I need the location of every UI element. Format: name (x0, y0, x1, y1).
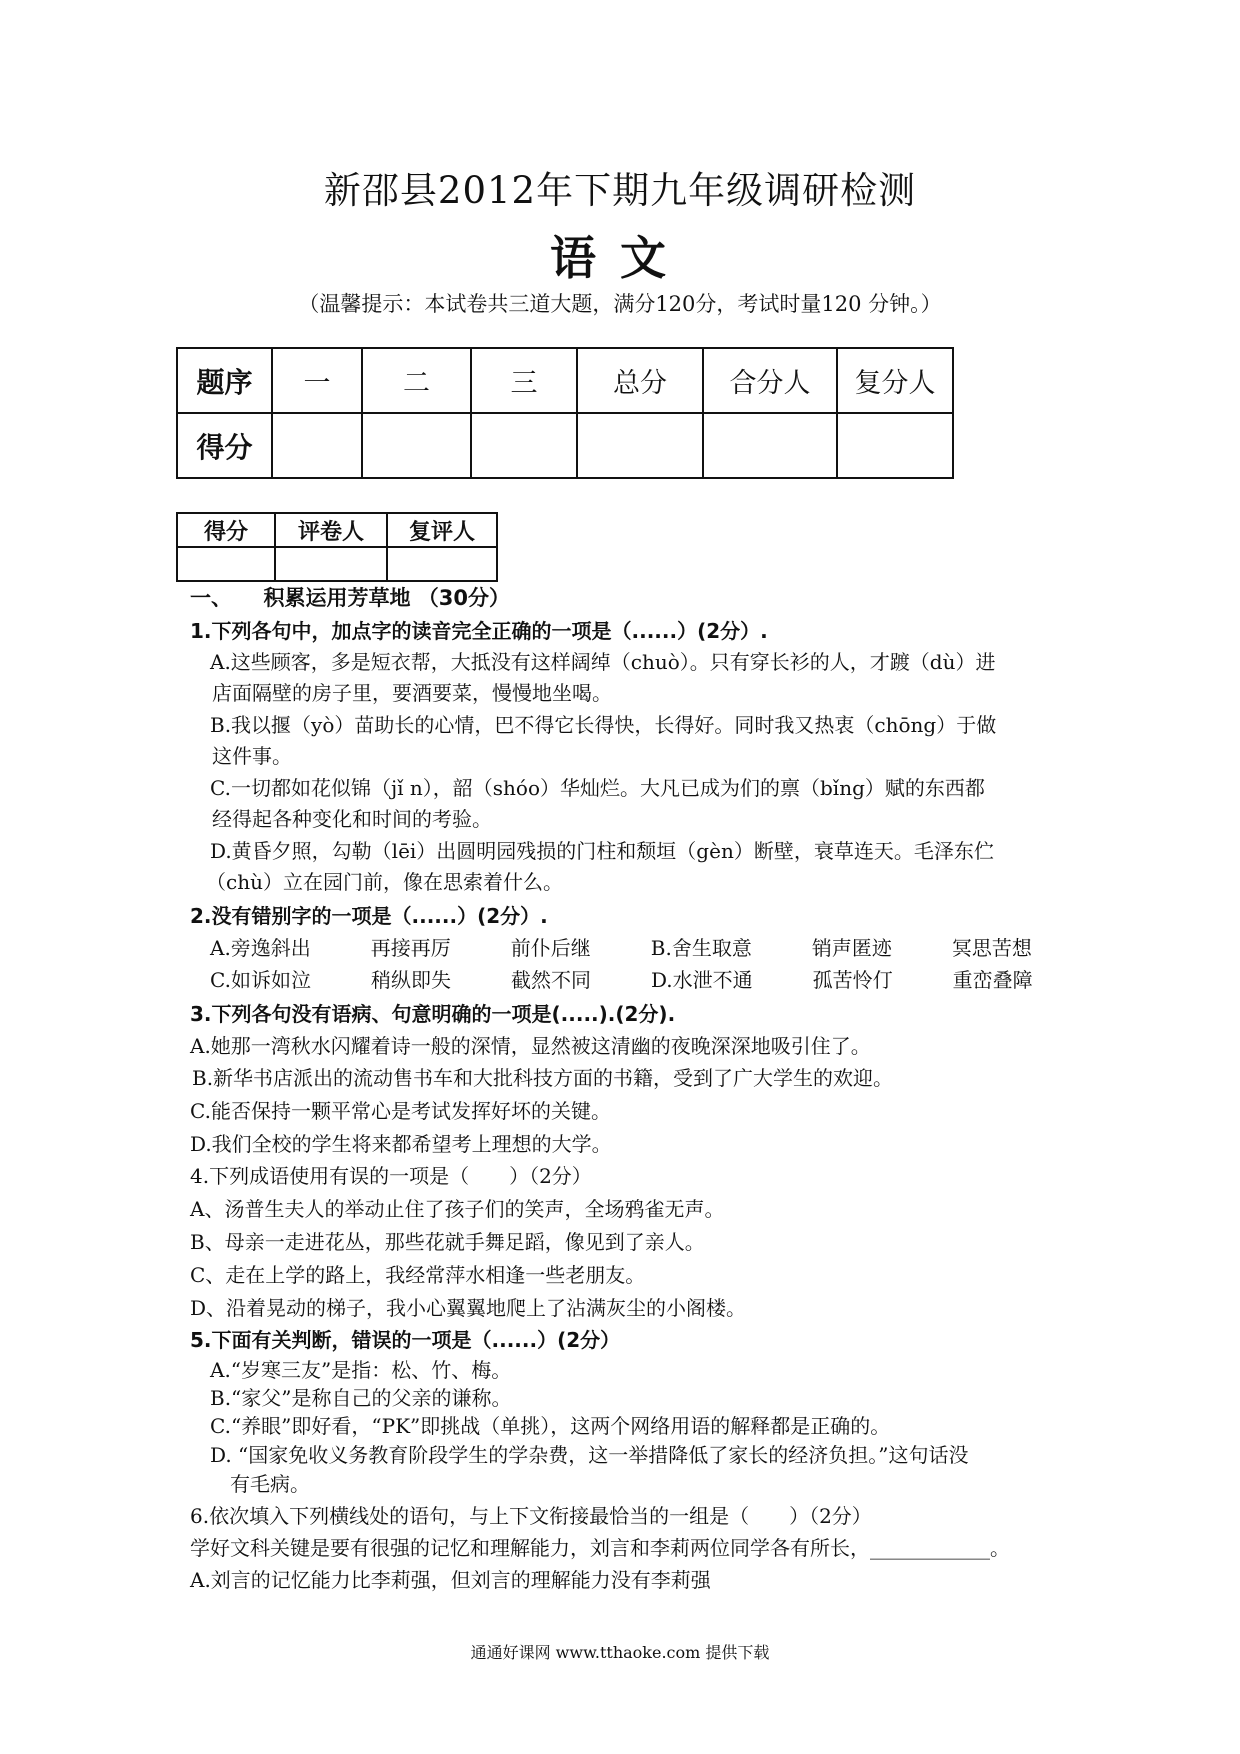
question-2-stem: 2.没有错别字的一项是（......）(2分）. (190, 904, 548, 928)
grader-entry-cell (177, 547, 275, 581)
grader-table-cell: 得分 (177, 513, 275, 547)
grader-table-entry-row (177, 547, 497, 581)
q2-options-ab: A.旁逸斜出 再接再厉 前仆后继 B.舍生取意 销声匿迹 冥思苦想 (210, 936, 1032, 960)
q1-option-a-cont: 店面隔壁的房子里，要酒要菜，慢慢地坐喝。 (212, 681, 612, 705)
q4-option-d: D、沿着晃动的梯子，我小心翼翼地爬上了沾满灰尘的小阁楼。 (190, 1296, 747, 1320)
q1-option-c: C.一切都如花似锦（jǐ n），韶（shóo）华灿烂。大凡已成为们的禀（bǐng）赋的东西都 (210, 776, 985, 800)
q1-option-d-cont: （chù）立在园门前，像在思索着什么。 (206, 870, 563, 894)
q5-option-c: C.“养眼”即好看，“PK”即挑战（单挑），这两个网络用语的解释都是正确的。 (210, 1414, 891, 1438)
q3-option-c: C.能否保持一颗平常心是考试发挥好坏的关键。 (190, 1099, 611, 1123)
score-table-score-row (177, 413, 953, 478)
page-footer: 通通好课网 www.tthaoke.com 提供下载 (470, 1643, 770, 1662)
question-4-stem: 4.下列成语使用有误的一项是（ ）（2分） (190, 1164, 592, 1188)
q3-option-b: B.新华书店派出的流动售书车和大批科技方面的书籍，受到了广大学生的欢迎。 (192, 1066, 894, 1090)
score-table-cell: 合分人 (703, 348, 837, 413)
score-table-cell: 三 (471, 348, 577, 413)
grader-table (176, 512, 498, 582)
grader-entry-cell (387, 547, 497, 581)
q5-option-a: A.“岁寒三友”是指：松、竹、梅。 (210, 1358, 512, 1382)
q1-option-d: D.黄昏夕照，勾勒（lēi）出圆明园残损的门柱和颓垣（gèn）断壁，衰草连天。毛泽东伫 (210, 839, 994, 863)
score-entry-cell (837, 413, 953, 478)
score-entry-cell (362, 413, 471, 478)
q1-option-b: B.我以揠（yò）苗助长的心情，巴不得它长得快，长得好。同时我又热衷（chōng）于做 (210, 713, 997, 737)
q6-passage: 学好文科关键是要有很强的记忆和理解能力，刘言和李莉两位同学各有所长，____________。 (190, 1536, 1010, 1560)
score-table-cell: 总分 (577, 348, 703, 413)
q3-option-a: A.她那一湾秋水闪耀着诗一般的深情，显然被这清幽的夜晚深深地吸引住了。 (190, 1034, 871, 1058)
subject-title: 语文 (550, 231, 690, 285)
grader-table-cell: 复评人 (387, 513, 497, 547)
q6-option-a: A.刘言的记忆能力比李莉强，但刘言的理解能力没有李莉强 (190, 1568, 711, 1592)
score-table-cell: 一 (272, 348, 362, 413)
score-table-cell: 复分人 (837, 348, 953, 413)
q2-options-cd: C.如诉如泣 稍纵即失 截然不同 D.水泄不通 孤苦怜仃 重峦叠障 (210, 968, 1033, 992)
grader-table-cell: 评卷人 (275, 513, 387, 547)
score-table-header-row (177, 348, 953, 413)
question-3-stem: 3.下列各句没有语病、句意明确的一项是(.....).(2分). (190, 1002, 676, 1026)
q5-option-b: B.“家父”是称自己的父亲的谦称。 (210, 1386, 512, 1410)
question-6-stem: 6.依次填入下列横线处的语句，与上下文衔接最恰当的一组是（ ）（2分） (190, 1504, 872, 1528)
q4-option-b: B、母亲一走进花丛，那些花就手舞足蹈，像见到了亲人。 (190, 1230, 705, 1254)
q5-option-d: D. “国家免收义务教育阶段学生的学杂费，这一举措降低了家长的经济负担。”这句话没 (210, 1443, 969, 1467)
q4-option-a: A、汤普生夫人的举动止住了孩子们的笑声，全场鸦雀无声。 (190, 1197, 725, 1221)
score-entry-cell (471, 413, 577, 478)
question-1-stem: 1.下列各句中，加点字的读音完全正确的一项是（......）(2分）. (190, 619, 768, 643)
q3-option-d: D.我们全校的学生将来都希望考上理想的大学。 (190, 1132, 612, 1156)
q1-option-b-cont: 这件事。 (212, 744, 292, 768)
score-entry-cell (703, 413, 837, 478)
q5-option-d-cont: 有毛病。 (230, 1472, 310, 1496)
question-5-stem: 5.下面有关判断，错误的一项是（......）(2分） (190, 1328, 621, 1352)
score-table-cell: 题序 (177, 348, 272, 413)
score-entry-cell (272, 413, 362, 478)
exam-title: 新邵县2012年下期九年级调研检测 (323, 169, 917, 212)
q1-option-a: A.这些顾客，多是短衣帮，大抵没有这样阔绰（chuò）。只有穿长衫的人，才踱（dù）进 (210, 650, 996, 674)
q4-option-c: C、走在上学的路上，我经常萍水相逢一些老朋友。 (190, 1263, 646, 1287)
score-entry-cell (577, 413, 703, 478)
section-heading: 一、 积累运用芳草地 （30分） (190, 586, 511, 610)
score-table-cell: 得分 (177, 413, 272, 478)
exam-notice: （温馨提示：本试卷共三道大题，满分120分，考试时量120 分钟。） (298, 292, 942, 316)
grader-entry-cell (275, 547, 387, 581)
score-table (176, 347, 954, 479)
grader-table-header-row (177, 513, 497, 547)
score-table-cell: 二 (362, 348, 471, 413)
q1-option-c-cont: 经得起各种变化和时间的考验。 (212, 807, 492, 831)
